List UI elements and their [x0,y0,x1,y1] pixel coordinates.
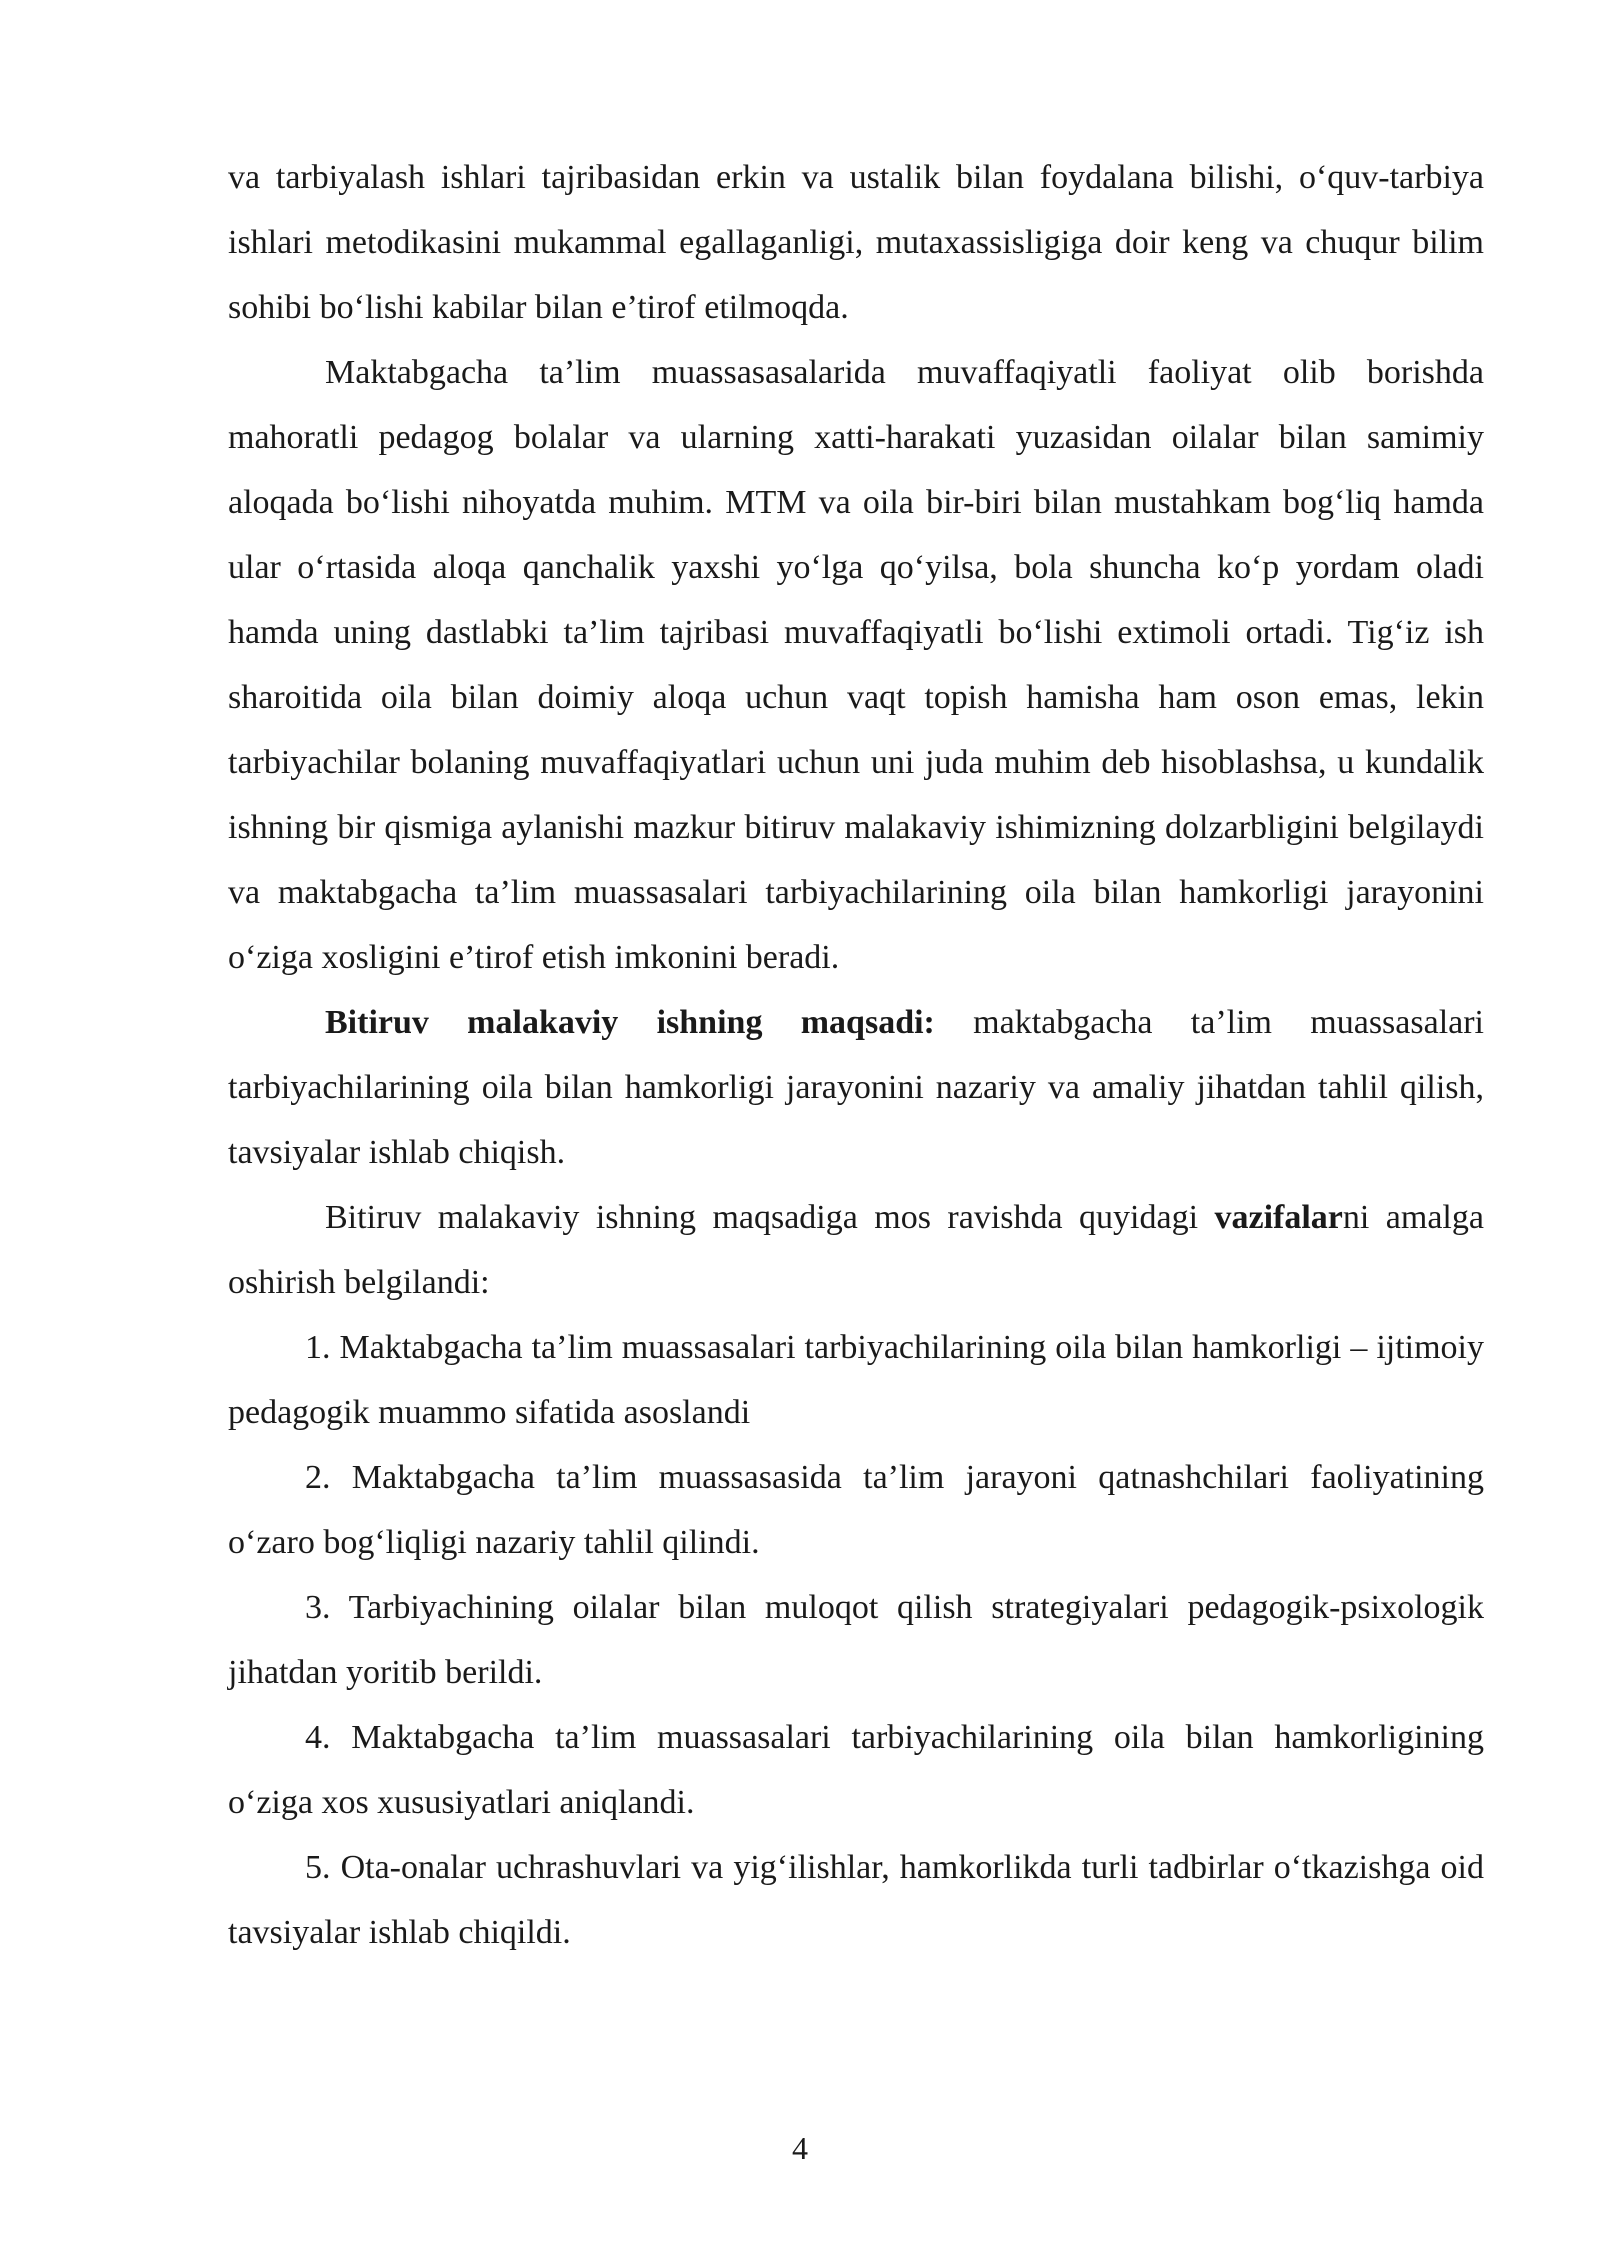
tasks-intro-start: Bitiruv malakaviy ishning maqsadiga mos ravishda quyidagi [325,1199,1215,1236]
goal-heading: Bitiruv malakaviy ishning maqsadi: [325,1004,935,1041]
task-item-3: 3. Tarbiyachining oilalar bilan muloqot qilish strategiyalari pedagogik-psixologik jihatdan yoritib berildi. [228,1589,1484,1691]
paragraph-continuation: va tarbiyalash ishlari tajribasidan erkin va ustalik bilan foydalana bilishi, o‘quv-tarbiya ishlari metodikasini mukammal egallaganligi, mutaxassisligiga doir keng va chuqur bilim sohibi bo‘lishi kabilar bilan e’tirof etilmoqda. [228,159,1484,326]
paragraph-tasks-intro [228,1185,1484,1315]
tasks-keyword: vazifalar [1214,1199,1343,1236]
task-item-5: 5. Ota-onalar uchrashuvlari va yig‘ilishlar, hamkorlikda turli tadbirlar o‘tkazishga oid tavsiyalar ishlab chiqildi. [228,1849,1484,1951]
tasks-intro-end: ni amalga oshirish belgilandi: [228,1199,1484,1301]
goal-text: maktabgacha ta’lim muassasalari tarbiyachilarining oila bilan hamkorligi jarayonini nazariy va amaliy jihatdan tahlil qilish, tavsiyalar ishlab chiqish. [228,1004,1484,1171]
paragraph-goal [228,990,1484,1185]
page-number: 4 [792,2130,808,2166]
paragraph-relevance: Maktabgacha ta’lim muassasasalarida muvaffaqiyatli faoliyat olib borishda mahoratli pedagog bolalar va ularning xatti-harakati yuzasidan oilalar bilan samimiy aloqada bo‘lishi nihoyatda muhim. MTM va oila bir-biri bilan mustahkam bog‘liq hamda ular o‘rtasida aloqa qanchalik yaxshi yo‘lga qo‘yilsa, bola shuncha ko‘p yordam oladi hamda uning dastlabki ta’lim tajribasi muvaffaqiyatli bo‘lishi extimoli ortadi. Tig‘iz ish sharoitida oila bilan doimiy aloqa uchun vaqt topish hamisha ham oson emas, lekin tarbiyachilar bolaning muvaffaqiyatlari uchun uni juda muhim deb hisoblashsa, u kundalik ishning bir qismiga aylanishi mazkur bitiruv malakaviy ishimizning dolzarbligini belgilaydi va maktabgacha ta’lim muassasalari tarbiyachilarining oila bilan hamkorligi jarayonini o‘ziga xosligini e’tirof etish imkonini beradi. [228,354,1484,976]
task-item-4: 4. Maktabgacha ta’lim muassasalari tarbiyachilarining oila bilan hamkorligining o‘ziga xos xususiyatlari aniqlandi. [228,1719,1484,1821]
body-text [228,145,1484,1965]
task-item-1: 1. Maktabgacha ta’lim muassasalari tarbiyachilarining oila bilan hamkorligi – ijtimoiy pedagogik muammo sifatida asoslandi [228,1329,1484,1431]
task-item-2: 2. Maktabgacha ta’lim muassasasida ta’lim jarayoni qatnashchilari faoliyatining o‘zaro bog‘liqligi nazariy tahlil qilindi. [228,1459,1484,1561]
